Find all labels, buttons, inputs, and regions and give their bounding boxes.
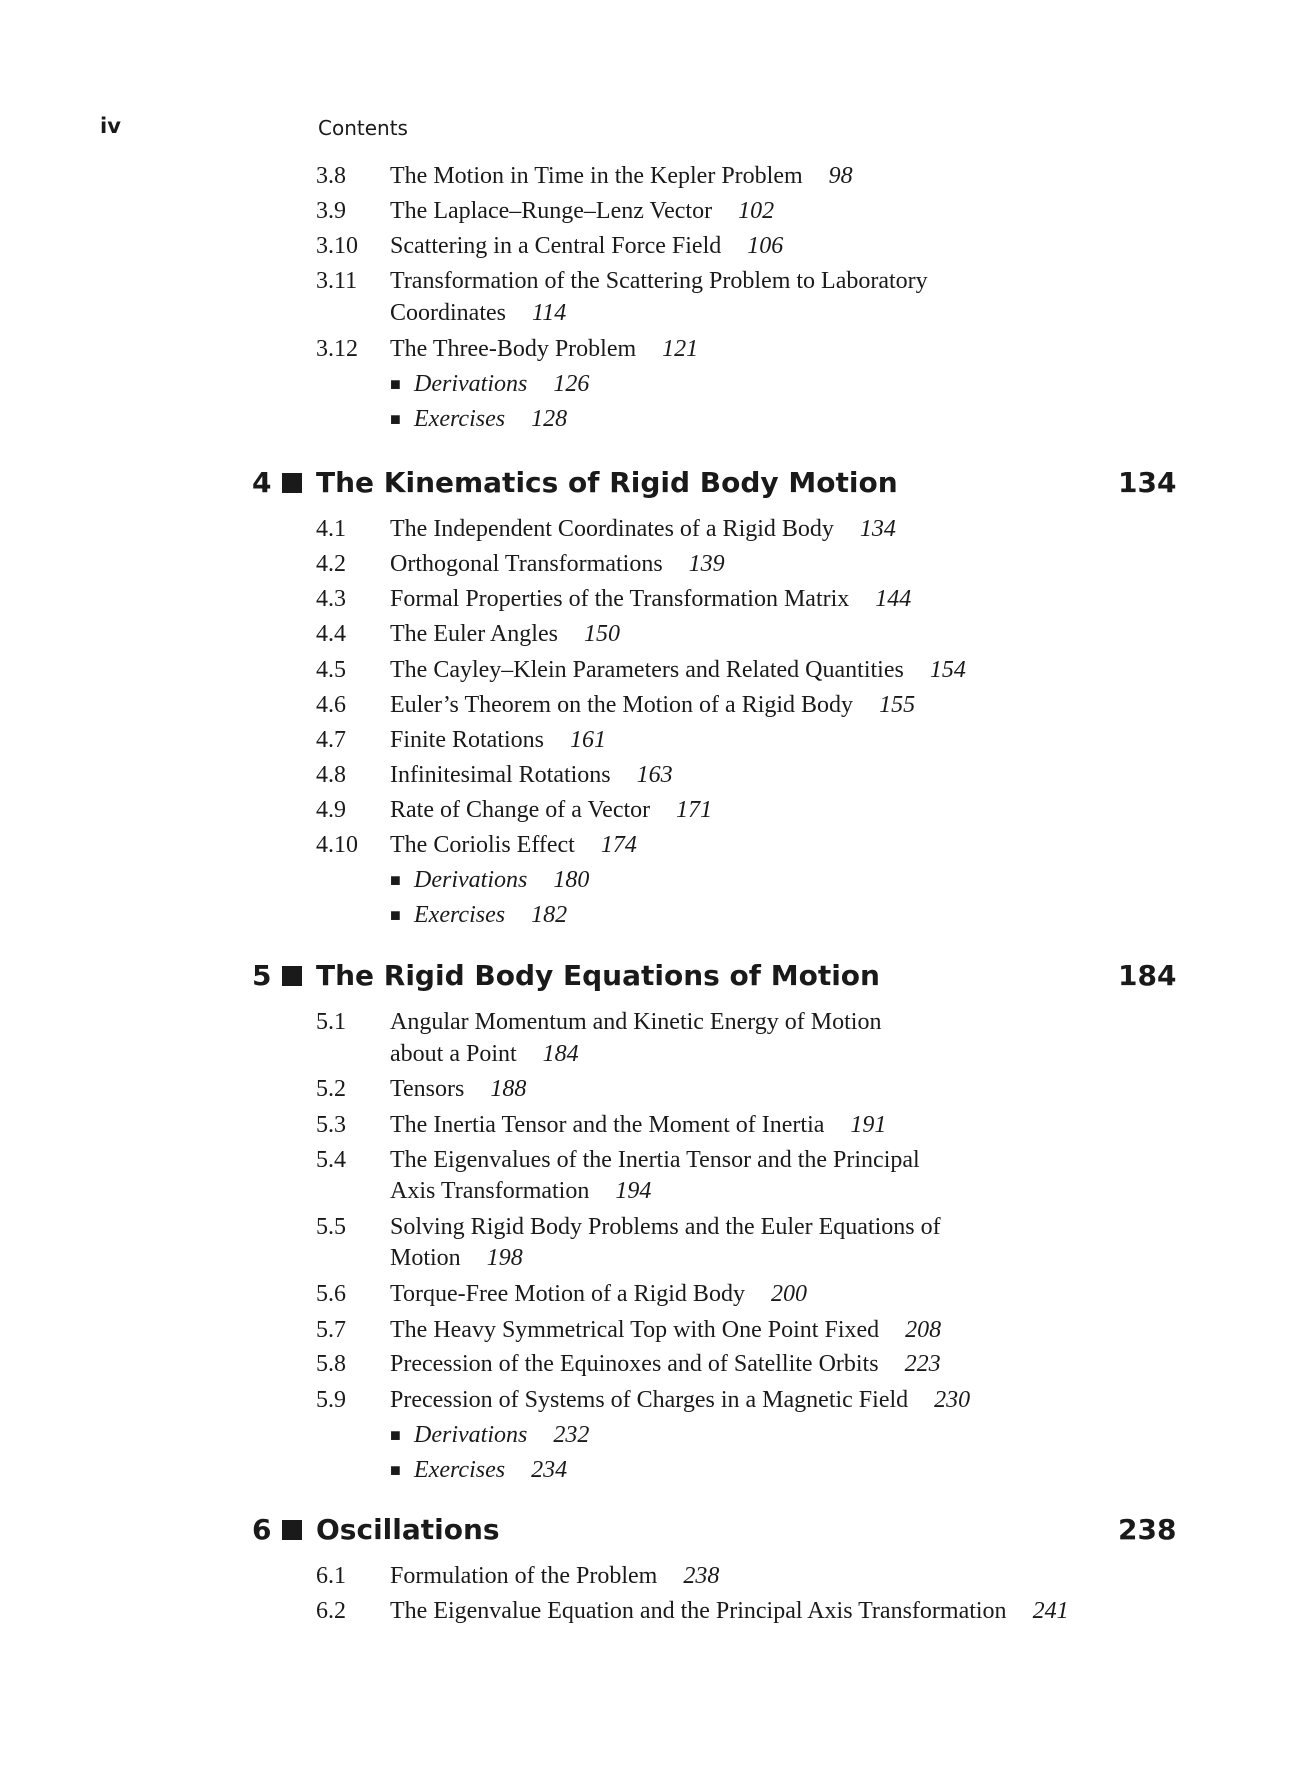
section-number: 5.1 (316, 1009, 346, 1035)
section-number: 5.9 (316, 1387, 346, 1413)
section-page: 134 (859, 516, 896, 542)
section-page: 155 (879, 692, 916, 718)
section-number: 5.3 (316, 1112, 346, 1138)
section-title: The Inertia Tensor and the Moment of Inertia 191 (390, 1112, 887, 1138)
chapter-title: The Rigid Body Equations of Motion (316, 959, 880, 992)
section-title: Exercises 234 (414, 1457, 568, 1483)
square-bullet-icon: ■ (390, 1425, 401, 1445)
chapter-page: 134 (1118, 466, 1177, 499)
section-title: about a Point 184 (390, 1041, 579, 1067)
section-page: 191 (850, 1112, 887, 1138)
section-number: 4.10 (316, 832, 358, 858)
section-number: 3.8 (316, 163, 346, 189)
section-page: 238 (683, 1563, 720, 1589)
section-number: 5.5 (316, 1214, 346, 1240)
section-title: The Euler Angles 150 (390, 621, 620, 647)
square-bullet-icon: ■ (390, 870, 401, 890)
chapter-number: 6 (252, 1513, 272, 1546)
section-title: The Motion in Time in the Kepler Problem 98 (390, 163, 853, 189)
section-title: Rate of Change of a Vector 171 (390, 797, 713, 823)
section-title: The Eigenvalue Equation and the Principal Axis Transformation 241 (390, 1598, 1069, 1624)
section-number: 5.4 (316, 1147, 346, 1173)
chapter-page: 238 (1118, 1513, 1177, 1546)
chapter-title: Oscillations (316, 1513, 500, 1546)
chapter-page: 184 (1118, 959, 1177, 992)
section-title: Motion 198 (390, 1245, 523, 1271)
section-number: 5.2 (316, 1076, 346, 1102)
section-title: The Laplace–Runge–Lenz Vector 102 (390, 198, 775, 224)
section-number: 4.9 (316, 797, 346, 823)
section-title: Derivations 126 (414, 371, 590, 397)
section-page: 128 (531, 406, 568, 432)
section-title: Formal Properties of the Transformation Matrix 144 (390, 586, 912, 612)
section-title: Infinitesimal Rotations 163 (390, 762, 673, 788)
section-page: 198 (486, 1245, 523, 1271)
section-page: 200 (770, 1281, 807, 1307)
section-number: 4.3 (316, 586, 346, 612)
section-number: 3.9 (316, 198, 346, 224)
page-number: iv (100, 114, 121, 138)
section-title: Solving Rigid Body Problems and the Euler Equations of (390, 1214, 941, 1240)
section-number: 5.6 (316, 1281, 346, 1307)
section-number: 4.2 (316, 551, 346, 577)
section-title: The Coriolis Effect 174 (390, 832, 637, 858)
section-title: Scattering in a Central Force Field 106 (390, 233, 784, 259)
section-title: The Three-Body Problem 121 (390, 336, 699, 362)
section-title: Euler’s Theorem on the Motion of a Rigid Body 155 (390, 692, 916, 718)
section-page: 106 (747, 233, 784, 259)
section-title: Torque-Free Motion of a Rigid Body 200 (390, 1281, 807, 1307)
section-title: Precession of Systems of Charges in a Magnetic Field 230 (390, 1387, 971, 1413)
section-page: 208 (905, 1317, 942, 1343)
section-page: 139 (688, 551, 725, 577)
section-title: Derivations 180 (414, 867, 590, 893)
section-page: 126 (553, 371, 590, 397)
section-page: 182 (531, 902, 568, 928)
section-page: 144 (875, 586, 912, 612)
section-number: 4.4 (316, 621, 346, 647)
section-page: 194 (615, 1178, 652, 1204)
square-bullet-icon: ■ (390, 409, 401, 429)
section-page: 161 (570, 727, 607, 753)
section-page: 223 (904, 1351, 941, 1377)
section-title: The Heavy Symmetrical Top with One Point Fixed 208 (390, 1317, 942, 1343)
running-head: Contents (318, 116, 408, 140)
section-title: Finite Rotations 161 (390, 727, 607, 753)
section-number: 4.5 (316, 657, 346, 683)
square-bullet-icon: ■ (390, 905, 401, 925)
chapter-number: 4 (252, 466, 272, 499)
section-page: 174 (600, 832, 637, 858)
section-title: Transformation of the Scattering Problem to Laboratory (390, 268, 928, 294)
section-title: Exercises 128 (414, 406, 568, 432)
section-title: Precession of the Equinoxes and of Satellite Orbits 223 (390, 1351, 941, 1377)
section-number: 3.11 (316, 268, 358, 294)
section-title: Axis Transformation 194 (390, 1178, 652, 1204)
section-page: 241 (1032, 1598, 1069, 1624)
square-bullet-icon (282, 966, 302, 986)
section-number: 3.10 (316, 233, 358, 259)
section-title: Angular Momentum and Kinetic Energy of Motion (390, 1009, 882, 1035)
section-page: 230 (934, 1387, 971, 1413)
section-page: 232 (553, 1422, 590, 1448)
section-title: Tensors 188 (390, 1076, 527, 1102)
section-title: The Independent Coordinates of a Rigid Body 134 (390, 516, 896, 542)
section-title: Exercises 182 (414, 902, 568, 928)
section-number: 4.7 (316, 727, 346, 753)
section-page: 180 (553, 867, 590, 893)
section-page: 154 (929, 657, 966, 683)
section-number: 4.6 (316, 692, 346, 718)
section-page: 150 (583, 621, 620, 647)
section-number: 6.1 (316, 1563, 346, 1589)
section-page: 171 (676, 797, 713, 823)
section-page: 102 (738, 198, 775, 224)
square-bullet-icon: ■ (390, 1460, 401, 1480)
square-bullet-icon (282, 1520, 302, 1540)
section-title: Formulation of the Problem 238 (390, 1563, 720, 1589)
section-page: 121 (662, 336, 699, 362)
section-number: 5.7 (316, 1317, 346, 1343)
section-page: 184 (542, 1041, 579, 1067)
section-page: 163 (636, 762, 673, 788)
section-title: Orthogonal Transformations 139 (390, 551, 725, 577)
section-number: 3.12 (316, 336, 358, 362)
square-bullet-icon (282, 473, 302, 493)
section-number: 4.8 (316, 762, 346, 788)
section-number: 6.2 (316, 1598, 346, 1624)
section-title: The Eigenvalues of the Inertia Tensor and the Principal (390, 1147, 920, 1173)
section-number: 5.8 (316, 1351, 346, 1377)
section-page: 114 (531, 300, 567, 326)
section-page: 188 (490, 1076, 527, 1102)
section-title: Derivations 232 (414, 1422, 590, 1448)
chapter-number: 5 (252, 959, 272, 992)
section-title: The Cayley–Klein Parameters and Related Quantities 154 (390, 657, 966, 683)
section-page: 234 (531, 1457, 568, 1483)
section-page: 98 (828, 163, 853, 189)
chapter-title: The Kinematics of Rigid Body Motion (316, 466, 898, 499)
section-title: Coordinates 114 (390, 300, 567, 326)
square-bullet-icon: ■ (390, 374, 401, 394)
section-number: 4.1 (316, 516, 346, 542)
